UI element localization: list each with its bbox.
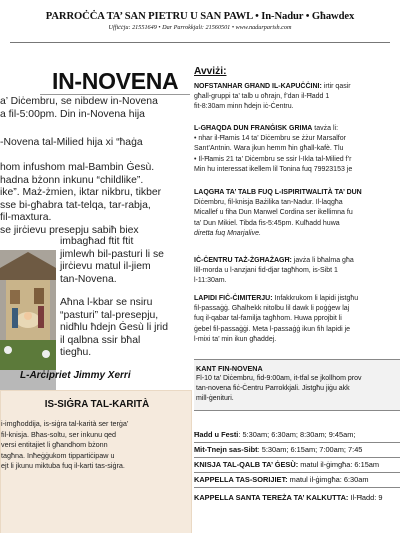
header-divider: [10, 42, 390, 43]
novena-paragraph-4: Aħna l-kbar se nsiru “pasturi” tal-presepju, nidħlu ħdejn Ġesù li jrid il qalbna ssir bħal tiegħu.: [60, 297, 169, 358]
parish-title: PARROĊĊA TA’ SAN PIETRU U SAN PAWL • In-Nadur • Għawdex: [45, 11, 355, 22]
notice-laqgha-talb: LAQGĦA TA’ TALB FUQ L-ISPIRITWALITÀ TA’ DUN Diċembru, fil-knisja Bażilika tan-Nadur. Il-laqgħa Micallef u fiha Dun Manwel Cordina ser ikellimna fu ta’ Dun Mikiel. Tibda fis-5:45pm. Kulħadd huwa diretta fuq Mnarjalive.: [194, 189, 362, 237]
novena-paragraph-2: -Novena tal-Milied hija xi “ħaġa hom infushom mal-Bambin Ġesù. hadna bżonn inkunu “childlike”. ike”. Maż-żmien, iktar nikbru, tikber sse bi-għabra tat-telqa, tar-rabja, fil-maxtura. se jirċievu presepju sabiħ biex: [0, 137, 162, 236]
kant-title: KANT FIN-NOVENA: [196, 364, 263, 373]
left-column: [0, 48, 192, 533]
notices-heading: Avviżi:: [194, 66, 227, 77]
kant-novena-box: [194, 359, 400, 411]
title-divider: [40, 94, 190, 95]
notice-lapidi: LAPIDI FIĊ-ĊIMITERJU: Infakkrukom li lapidi jistgħu fil-passaġġ. Għalhekk nitolbu lil dawk li poġġew laj fuq il-qabar tal-familja tagħhom. Huwa pprojbit li ġebel fil-passaġġi. Meta l-passaġġ ikun fih lapidi je l-mixi ta’ min ikun għaddej.: [194, 295, 359, 343]
kant-text: Fl-10 ta’ Diċembru, fid-9:00am, it-tfal se jkollhom prov tan-novena fiċ-Ċentru Parrokkjali. Jistgħu jiġu akk mill-ġenituri.: [196, 375, 362, 402]
mass-schedule-row: KNISJA TAL-QALB TA’ ĠESÙ: matul il-ġimgħa: 6:15am: [194, 458, 400, 473]
charity-tree-box: [0, 390, 192, 533]
mass-schedule-row: Mit-Tnejn sas-Sibt: 5:30am; 6:15am; 7:00am; 7:45: [194, 443, 400, 458]
novena-paragraph-3: imbagħad ftit ftit jimlewh bil-pasturi li se jirċievu matul il-jiem tan-Novena.: [60, 236, 164, 285]
right-column: [194, 48, 400, 533]
mass-schedule-row: KAPPELLA SANTA TEREŻA TA’ KALKUTTA: Il-Ħadd: 9: [194, 493, 383, 502]
crib-illustration: [0, 250, 56, 370]
novena-paragraph-1: a’ Diċembru, se nibdew in-Novena a fil-5:00pm. Din in-Novena hija: [0, 96, 158, 120]
archpriest-signature: L-Arċipriet Jimmy Xerri: [20, 370, 131, 381]
notice-kapuccini: NOFSTANHAR GĦAND IL-KAPUĊĊINI: irtir qasir għall-gruppi ta’ talb u oħrajn, f’dan il-Ħadd 1 fit-8:30am minn ħdejn iċ-Ċentru.: [194, 83, 351, 111]
novena-title: IN-NOVENA: [52, 68, 179, 94]
notice-centru-zghazagh: IĊ-ĊENTRU TAŻ-ŻGĦAŻAGĦ: javża li bħalma għa lill-morda u l-anzjani fid-djar tagħhom, is-Sibt 1 l-11:30am.: [194, 257, 354, 285]
nativity-crib-image: [0, 250, 56, 412]
mass-schedule-row: KAPPELLA TAS-SORIJIET: matul il-ġimgħa: 6:30am: [194, 473, 400, 488]
notice-ghaqda-grima: L-GĦAQDA DUN FRANĠISK GRIMA tavża li: • nhar il-Ħamis 14 ta’ Diċembru se żżur Marsalfor Sant’Antnin. Wara jkun hemm ħin għall-kafè. Tlu • Il-Ħamis 21 ta’ Diċembru se ssir l-Ikla tal-Milied f’r Min hu interessat ikellem lil Tonina fuq 79923153 je: [194, 125, 353, 173]
charity-text: i-imgħoddija, is-siġra tal-karità ser terġa’ fil-knisja. Bħas-soltu, ser inkunu qed versi entitajiet li għandhom bżonn tagħna. Inħeġġukom tippartiċipaw u ejt li jkunu miktuba fuq il-karti tas-siġra.: [1, 419, 129, 470]
newsletter-header: [0, 0, 400, 46]
charity-title: IS-SIĠRA TAL-KARITÀ: [44, 399, 150, 410]
parish-contact: Uffiċċju: 21551649 • Dar Parrokkjali: 21560501 • www.nadurparish.com: [108, 24, 292, 31]
mass-schedule-row: Ħadd u Festi: 5:30am; 6:30am; 8:30am; 9:45am;: [194, 428, 400, 443]
